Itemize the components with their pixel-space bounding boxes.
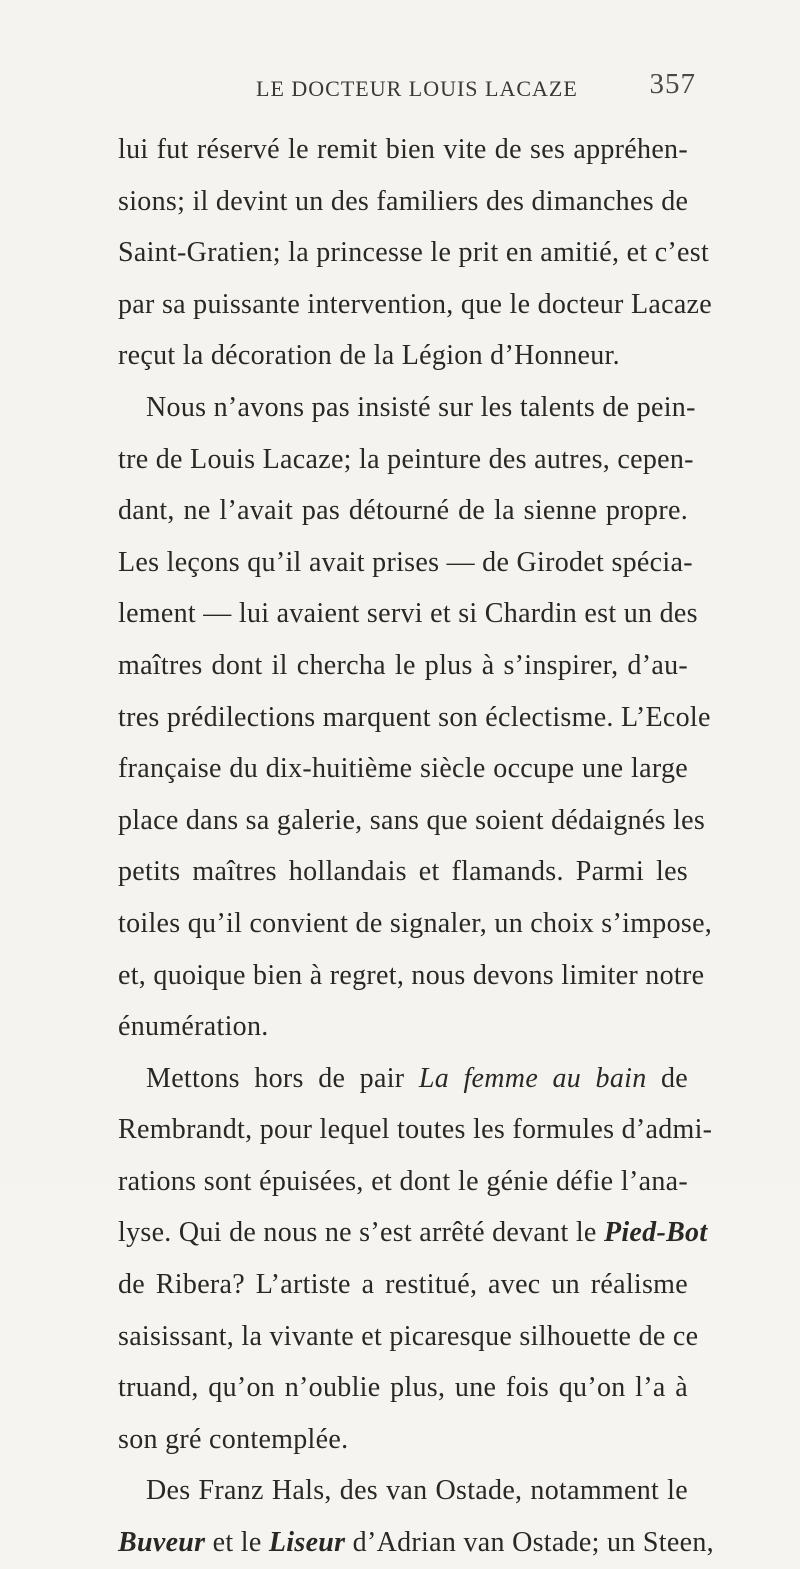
text-line: tre de Louis Lacaze; la peinture des autres, cepen- xyxy=(118,443,694,475)
text-line: toiles qu’il convient de signaler, un choix s’impose, xyxy=(118,907,713,939)
text-line xyxy=(118,1517,714,1569)
artwork-title: Buveur xyxy=(118,1527,206,1559)
text-run: de xyxy=(646,1062,689,1094)
text-line: rations sont épuisées, et dont le génie défie l’ana- xyxy=(118,1165,688,1197)
text-line: Des Franz Hals, des van Ostade, notamment le xyxy=(146,1475,688,1507)
body-text xyxy=(118,124,714,1569)
running-title: LE DOCTEUR LOUIS LACAZE xyxy=(256,76,578,101)
text-line: son gré contemplée. xyxy=(118,1423,349,1455)
text-line xyxy=(118,1207,708,1259)
text-run: lyse. Qui de nous ne s’est arrêté devant le xyxy=(118,1217,604,1249)
text-line: Nous n’avons pas insisté sur les talents de pein- xyxy=(146,391,696,423)
text-line: par sa puissante intervention, que le docteur Lacaze xyxy=(118,288,713,320)
artwork-title: Pied-Bot xyxy=(603,1217,708,1249)
text-line: lement — lui avaient servi et si Chardin est un des xyxy=(118,598,698,630)
text-line: sions; il devint un des familiers des dimanches de xyxy=(118,185,689,217)
text-line: et, quoique bien à regret, nous devons limiter notre xyxy=(118,959,705,991)
text-line: saisissant, la vivante et picaresque silhouette de ce xyxy=(118,1320,699,1352)
text-line: Les leçons qu’il avait prises — de Girodet spécia- xyxy=(118,546,693,578)
page-header xyxy=(0,68,800,116)
artwork-title: Liseur xyxy=(268,1527,346,1559)
text-line: tres prédilections marquent son éclectisme. L’Ecole xyxy=(118,701,711,733)
text-line: de Ribera? L’artiste a restitué, avec un réalisme xyxy=(118,1269,688,1301)
text-line xyxy=(118,1053,688,1105)
text-line: énumération. xyxy=(118,1011,269,1043)
text-run: et le xyxy=(205,1527,269,1559)
text-run: Mettons hors de pair xyxy=(146,1062,419,1094)
text-run: d’Adrian van Ostade; un Steen, xyxy=(345,1527,714,1559)
text-line: truand, qu’on n’oublie plus, une fois qu’on l’a à xyxy=(118,1372,688,1404)
text-line: petits maîtres hollandais et flamands. Parmi les xyxy=(118,856,688,888)
text-line: lui fut réservé le remit bien vite de ses appréhen- xyxy=(118,134,688,165)
text-line: française du dix-huitième siècle occupe une large xyxy=(118,753,688,785)
artwork-title: La femme au bain xyxy=(418,1062,647,1094)
text-line: maîtres dont il chercha le plus à s’inspirer, d’au- xyxy=(118,649,688,681)
text-line: reçut la décoration de la Légion d’Honneur. xyxy=(118,340,620,372)
text-line: dant, ne l’avait pas détourné de la sienne propre. xyxy=(118,495,688,527)
page-number: 357 xyxy=(649,68,696,100)
text-line: Saint-Gratien; la princesse le prit en amitié, et c’est xyxy=(118,237,710,269)
text-line: Rembrandt, pour lequel toutes les formules d’admi- xyxy=(118,1114,713,1146)
text-line: place dans sa galerie, sans que soient dédaignés les xyxy=(118,804,706,836)
